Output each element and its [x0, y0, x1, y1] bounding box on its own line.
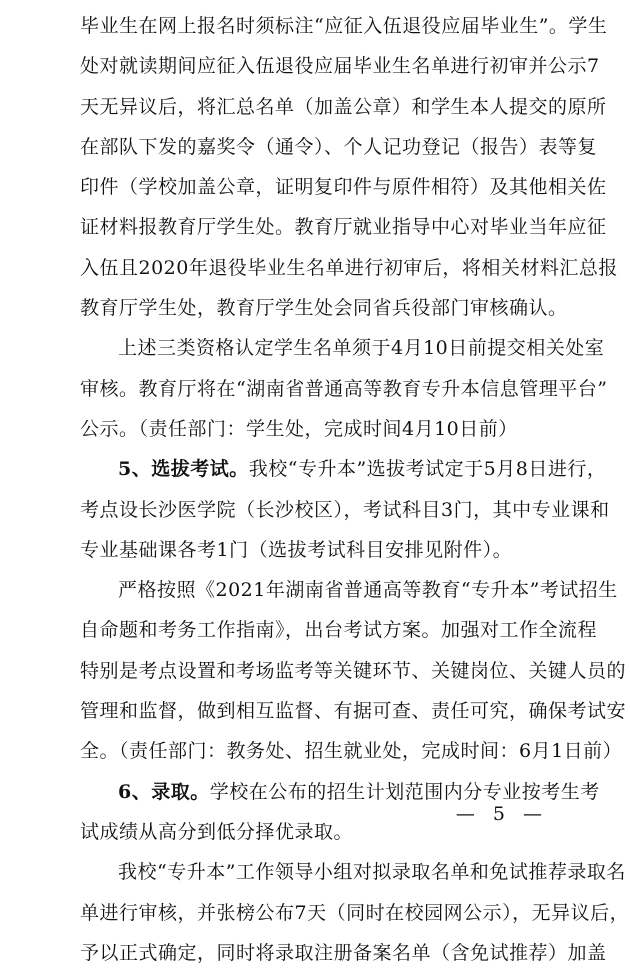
- text-line: 自命题和考务工作指南》，出台考试方案。加强对工作全流程: [80, 619, 598, 642]
- document-body: [80, 6, 630, 973]
- text-line: 予以正式确定，同时将录取注册备案名单（含免试推荐）加盖: [80, 941, 607, 964]
- text-run: 学校在公布的招生计划范围内分专业按考生考: [209, 780, 600, 803]
- text-line: 专业基础课各考1门（选拔考试科目安排见附件）。: [80, 538, 513, 561]
- section-heading: 6、录取。: [118, 780, 210, 803]
- text-line: 全。（责任部门：教务处、招生就业处，完成时间：6月1日前）: [80, 740, 623, 763]
- text-line: 毕业生在网上报名时须标注“应征入伍退役应届毕业生”。学生: [80, 15, 608, 37]
- paragraph-exam-management: [80, 570, 627, 771]
- text-line: 特别是考点设置和考场监考等关键环节、关键岗位、关键人员的: [80, 659, 627, 682]
- text-line: 处对就读期间应征入伍退役应届毕业生名单进行初审并公示7: [80, 55, 600, 78]
- text-line: 我校“专升本”工作领导小组对拟录取名单和免试推荐录取名: [118, 861, 626, 884]
- text-run: 我校“专升本”选拔考试定于5月8日进行，: [248, 458, 607, 481]
- section-heading: 5、选拔考试。: [118, 458, 249, 481]
- text-line: 入伍且2020年退役毕业生名单进行初审后，将相关材料汇总报: [80, 256, 618, 279]
- text-line: 审核。教育厅将在“湖南省普通高等教育专升本信息管理平台”: [80, 377, 608, 400]
- page-number: — 5 —: [455, 803, 548, 825]
- text-line: 在部队下发的嘉奖令（通令）、个人记功登记（报告）表等复: [80, 135, 598, 158]
- text-line: 单进行审核，并张榜公布7天（同时在校园网公示），无异议后，: [80, 901, 630, 924]
- text-line: 天无异议后，将汇总名单（加盖公章）和学生本人提交的原所: [80, 95, 607, 118]
- text-line: 印件（学校加盖公章，证明复印件与原件相符）及其他相关佐: [80, 176, 607, 199]
- section-selection-exam: [80, 449, 610, 570]
- text-line: 上述三类资格认定学生名单须于4月10日前提交相关处室: [118, 337, 605, 360]
- text-line: 证材料报教育厅学生处。教育厅就业指导中心对毕业当年应征: [80, 216, 607, 239]
- text-line: 考点设长沙医学院（长沙校区），考试科目3门，其中专业课和: [80, 498, 610, 521]
- text-line: 严格按照《2021年湖南省普通高等教育“专升本”考试招生: [118, 579, 618, 602]
- text-line: 教育厅学生处，教育厅学生处会同省兵役部门审核确认。: [80, 297, 568, 320]
- paragraph-eligibility-procedure: [80, 6, 618, 328]
- section-first-line: [80, 449, 607, 489]
- text-line: 管理和监督，做到相互监督、有据可查、责任可究，确保考试安: [80, 700, 627, 723]
- text-line: 公示。（责任部门：学生处，完成时间4月10日前）: [80, 417, 518, 440]
- paragraph-submission-deadline: [80, 328, 608, 449]
- text-line: 试成绩从高分到低分择优录取。: [80, 820, 354, 843]
- paragraph-admission-review: [80, 852, 630, 973]
